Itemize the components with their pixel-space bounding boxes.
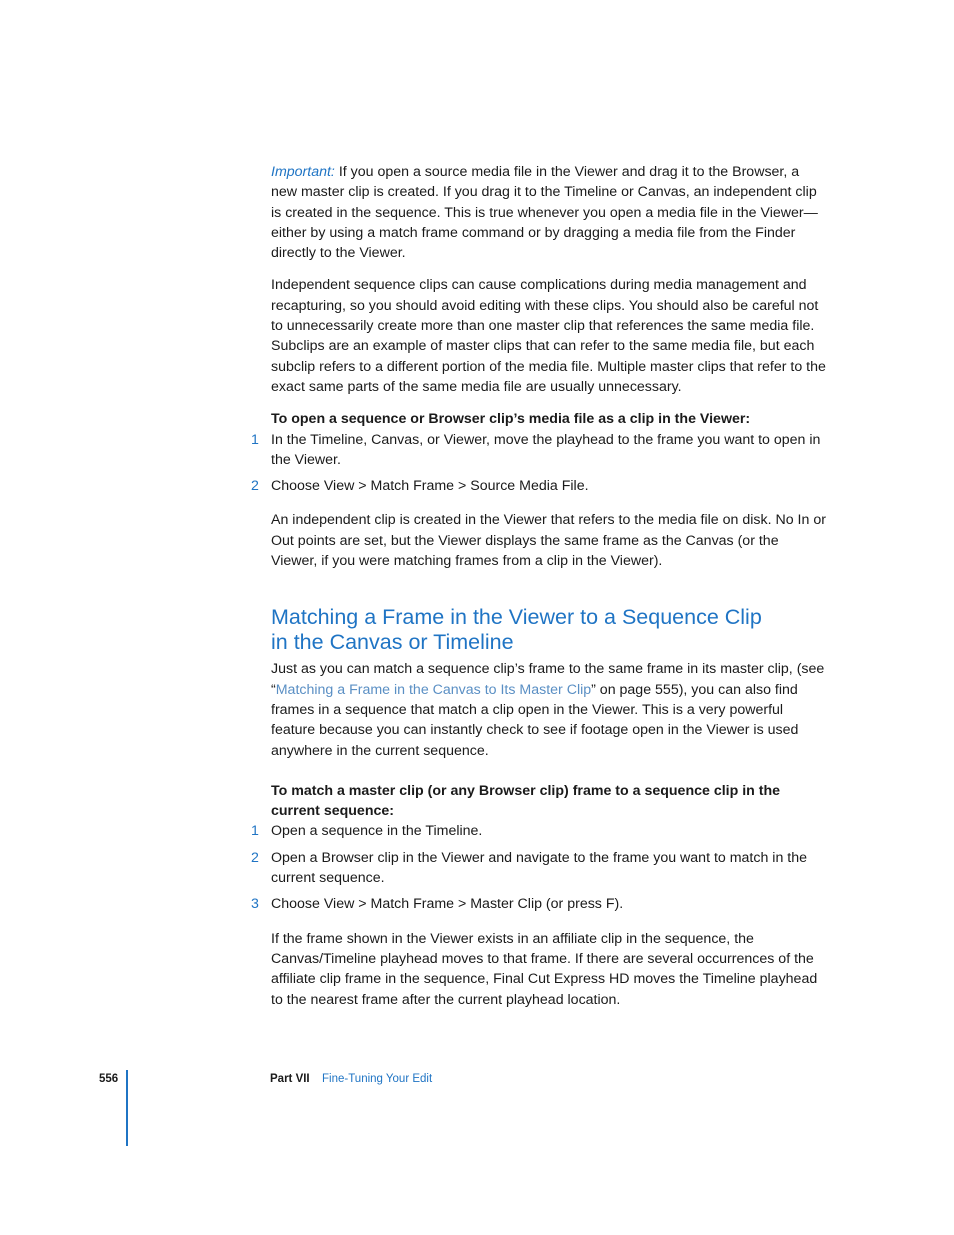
step: [251, 821, 827, 841]
section-heading: [271, 605, 827, 655]
step-text: Open a sequence in the Timeline.: [271, 823, 483, 840]
step-number: 1: [251, 823, 259, 840]
important-text: If you open a source media file in the Viewer and drag it to the Browser, a new master clip is created. If you drag it to the Timeline or Canvas, an independent clip is created in the sequence. This is true whenever you open a media file in the Viewer—either by using a match frame command or by dragging a media file from the Finder directly to the Viewer.: [271, 164, 818, 262]
step: [251, 848, 827, 889]
section-heading-line1: Matching a Frame in the Viewer to a Sequence Clip: [271, 605, 762, 630]
step-number: 2: [251, 849, 259, 866]
task-heading-open-media: To open a sequence or Browser clip’s media file as a clip in the Viewer:: [271, 411, 751, 428]
task1-result-paragraph: An independent clip is created in the Viewer that refers to the media file on disk. No In or Out points are set, but the Viewer displays the same frame as the Canvas (or the Viewer, if you were matching frames from a clip in the Viewer).: [271, 512, 826, 570]
task2-result-paragraph: If the frame shown in the Viewer exists in an affiliate clip in the sequence, the Canvas/Timeline playhead moves to that frame. If there are several occurrences of the affiliate clip frame in the sequence, Final Cut Express HD moves the Timeline playhead to the nearest frame after the current playhead location.: [271, 930, 818, 1008]
cross-reference-link[interactable]: Matching a Frame in the Canvas to Its Master Clip: [275, 681, 592, 698]
intro-before: Just as you can match a sequence clip’s frame to the same frame in its master clip, (see “: [271, 661, 825, 698]
step: [251, 894, 827, 914]
section-intro: [271, 659, 827, 760]
step: [251, 430, 827, 471]
step-text: In the Timeline, Canvas, or Viewer, move the playhead to the frame you want to open in the Viewer.: [271, 431, 821, 468]
intro-after: ” on page 555), you can also find frames in a sequence that match a clip open in the Viewer. This is a very powerful feature because you can instantly check to see if footage open in the Viewer is used anywhere in the current sequence.: [271, 681, 799, 759]
step-number: 1: [251, 431, 259, 448]
step-number: 2: [251, 478, 259, 495]
footer-divider: [126, 1070, 128, 1146]
task-heading-match-frame: To match a master clip (or any Browser clip) frame to a sequence clip in the current sequence:: [271, 782, 781, 820]
page-body: [251, 162, 827, 1022]
important-note: [271, 162, 827, 263]
step: [251, 476, 827, 496]
step-text: Open a Browser clip in the Viewer and navigate to the frame you want to match in the current sequence.: [271, 849, 808, 887]
important-label: Important:: [271, 164, 335, 180]
footer-chapter-title: Fine-Tuning Your Edit: [322, 1073, 433, 1085]
step-number: 3: [251, 896, 259, 913]
footer-part-label: Part VII: [270, 1073, 310, 1085]
page-number: 556: [99, 1073, 119, 1085]
section-heading-line2: in the Canvas or Timeline: [271, 630, 514, 655]
independent-clips-paragraph: Independent sequence clips can cause complications during media management and recapturing, so you should avoid editing with these clips. You should also be careful not to unnecessarily create more than one master clip that references the same media file. Subclips are an example of master clips that can refer to the same media file, but each subclip refers to a different portion of the media file. Multiple master clips that refer to the exact same parts of the same media file are usually unnecessary.: [271, 277, 826, 395]
step-text: Choose View > Match Frame > Master Clip (or press F).: [271, 896, 624, 913]
step-text: Choose View > Match Frame > Source Media File.: [271, 478, 589, 495]
